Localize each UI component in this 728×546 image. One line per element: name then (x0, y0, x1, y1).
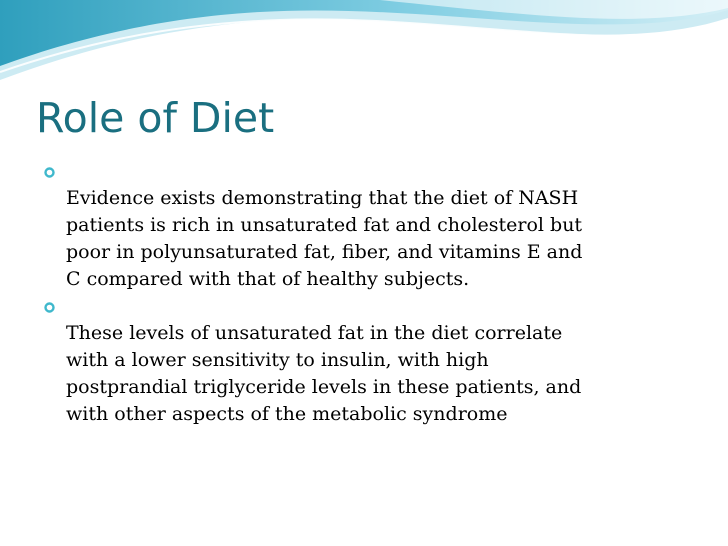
ring-bullet-icon (44, 302, 55, 313)
bullet-text: These levels of unsaturated fat in the diet correlate with a lower sensitivity to insulin, with high postprandial triglyceride levels in these patients, and with other aspects of the metabolic syndrome (66, 322, 582, 425)
bullet-item (44, 158, 684, 293)
header-wave-decoration (0, 0, 728, 90)
bullet-text: Evidence exists demonstrating that the diet of NASH patients is rich in unsaturated fat and cholesterol but poor in polyunsaturated fat, fiber, and vitamins E and C compared with that of healthy subjects. (66, 187, 583, 290)
slide-title: Role of Diet (36, 94, 275, 142)
bullet-item (44, 293, 684, 428)
bullet-list (44, 158, 684, 428)
ring-bullet-icon (44, 167, 55, 178)
